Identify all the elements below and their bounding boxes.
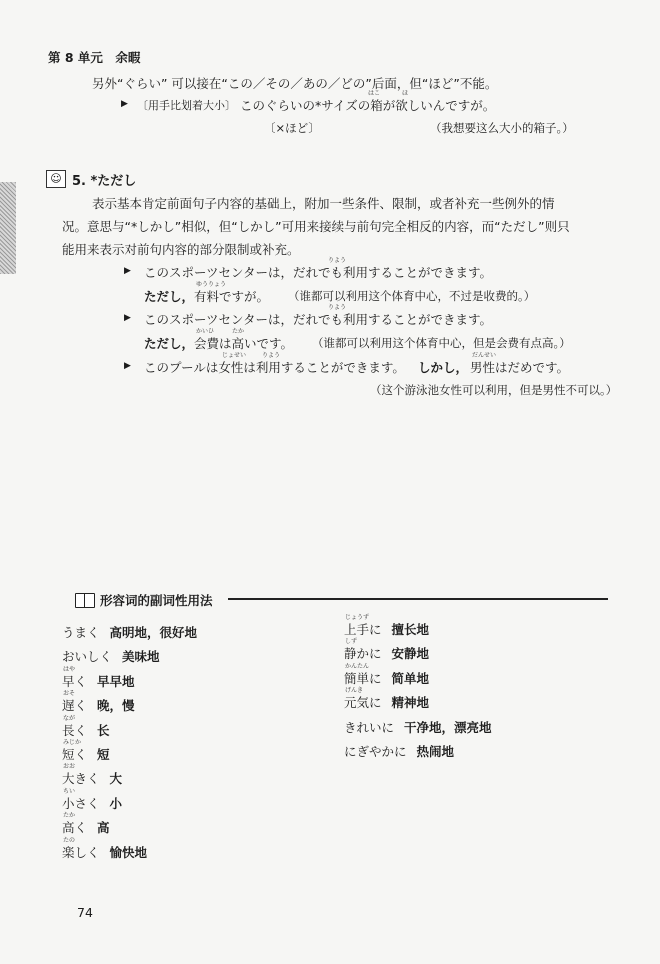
- list-item: [62, 745, 110, 763]
- list-item: [344, 742, 454, 760]
- vocab-japanese: 短く: [62, 747, 88, 762]
- list-item: [344, 620, 429, 638]
- furigana: しず: [345, 638, 358, 646]
- vocab-japanese: 長く: [62, 722, 88, 738]
- furigana: りよう: [328, 304, 347, 311]
- example-sentence: 有料ですが。: [194, 289, 270, 304]
- vocab-japanese: 静かに: [344, 646, 382, 662]
- vocab-chinese: 简单地: [391, 670, 430, 686]
- example-sentence: このスポーツセンターは，だれでも利用することができます。: [144, 265, 493, 280]
- list-item: [62, 769, 122, 787]
- furigana: ほ: [402, 90, 409, 97]
- unit-header: 第 8 单元 余暇: [48, 50, 141, 65]
- example-translation: （我想要这么大小的箱子。）: [430, 121, 574, 135]
- section-title: 5. *ただし: [72, 174, 137, 189]
- vocab-chinese: 短: [97, 747, 110, 762]
- list-item: [62, 696, 135, 714]
- vocab-chinese: 美味地: [122, 649, 160, 665]
- vocab-japanese: 大きく: [62, 771, 100, 787]
- example-translation: （谁都可以利用这个体育中心，不过是收费的。）: [288, 289, 536, 303]
- list-item: [62, 843, 147, 861]
- example-translation: （这个游泳池女性可以利用，但是男性不可以。）: [370, 383, 618, 397]
- furigana: おお: [63, 763, 76, 771]
- furigana: はこ: [368, 90, 381, 97]
- list-item: [62, 647, 160, 665]
- box-title: 形容词的副词性用法: [100, 593, 213, 608]
- list-item: [344, 718, 492, 736]
- vocab-japanese: 遅く: [62, 698, 88, 714]
- furigana: ゆうりょう: [196, 281, 227, 288]
- furigana: かんたん: [345, 662, 370, 670]
- example-alternative: 〔×ほど〕: [264, 121, 320, 135]
- bullet-icon: ▶: [124, 361, 131, 371]
- furigana: じょせい: [222, 352, 247, 359]
- vocab-chinese: 高明地，很好地: [109, 625, 198, 640]
- page-edge-tab: [0, 182, 16, 274]
- bullet-icon: ▶: [124, 266, 131, 276]
- furigana: はや: [63, 665, 76, 673]
- vocab-chinese: 高: [97, 820, 110, 836]
- bullet-icon: ▶: [124, 313, 131, 323]
- example-translation: （谁都可以利用这个体育中心，但是会费有点高。）: [312, 336, 571, 350]
- vocab-chinese: 晚，慢: [97, 698, 135, 714]
- vocab-chinese: 安静地: [391, 646, 430, 662]
- example-sentence: このぐらいの*サイズの箱が欲しいんですが。: [240, 98, 496, 113]
- conjunction: ただし，: [144, 336, 195, 351]
- conjunction: ただし，: [144, 289, 195, 304]
- list-item: [62, 672, 135, 690]
- vocab-japanese: 小さく: [62, 795, 100, 811]
- furigana: たの: [63, 836, 76, 844]
- vocab-japanese: 簡単に: [344, 670, 382, 686]
- example-sentence: 男性はだめです。: [470, 360, 570, 375]
- vocab-japanese: 高く: [62, 820, 88, 836]
- list-item: [344, 693, 429, 711]
- description-line: 能用来表示对前句内容的部分限制或补充。: [62, 242, 300, 257]
- furigana: じょうず: [345, 614, 370, 621]
- example-sentence: 会費は高いです。: [194, 336, 294, 351]
- divider: [228, 598, 608, 600]
- furigana: りよう: [328, 257, 347, 264]
- vocab-japanese: うまく: [62, 625, 100, 640]
- vocab-japanese: おいしく: [62, 649, 113, 665]
- furigana: たか: [63, 812, 76, 820]
- conjunction: しかし，: [418, 360, 469, 375]
- vocab-chinese: 早早地: [97, 673, 135, 689]
- description-line: 表示基本肯定前面句子内容的基础上，附加一些条件、限制，或者补充一些例外的情: [92, 196, 555, 211]
- list-item: [62, 818, 110, 836]
- vocab-japanese: 楽しく: [62, 844, 100, 860]
- page-number: 74: [77, 905, 93, 920]
- example-context-label: 〔用手比划着大小〕: [137, 99, 236, 112]
- vocab-chinese: 长: [97, 722, 110, 738]
- furigana: おそ: [63, 690, 76, 698]
- furigana: なが: [63, 714, 76, 722]
- vocab-chinese: 小: [109, 795, 123, 811]
- vocab-japanese: 早く: [62, 673, 88, 689]
- bullet-icon: ▶: [121, 99, 128, 109]
- vocab-chinese: 愉快地: [109, 844, 148, 860]
- vocab-chinese: 干净地，漂亮地: [404, 719, 492, 735]
- furigana: たか: [232, 328, 245, 335]
- list-item: [62, 794, 122, 812]
- book-icon: [75, 593, 95, 608]
- list-item: [344, 669, 429, 687]
- list-item: [62, 721, 110, 739]
- example-sentence: このプールは女性は利用することができます。: [144, 360, 405, 375]
- point-icon: ☺: [46, 170, 66, 188]
- furigana: りよう: [262, 352, 281, 359]
- vocab-japanese: 上手に: [344, 622, 382, 637]
- vocab-chinese: 擅长地: [391, 622, 430, 637]
- description-line: 况。意思与“*しかし”相似，但“しかし”可用来接续与前句完全相反的内容，而“ただし”则只: [62, 219, 570, 234]
- vocab-japanese: にぎやかに: [344, 744, 407, 759]
- list-item: [344, 644, 429, 662]
- vocab-japanese: 元気に: [344, 695, 382, 711]
- example-sentence: このスポーツセンターは，だれでも利用することができます。: [144, 312, 493, 327]
- furigana: げんき: [345, 687, 364, 695]
- vocab-chinese: 精神地: [391, 695, 430, 711]
- furigana: かいひ: [196, 328, 215, 335]
- furigana: ちい: [63, 787, 76, 795]
- list-item: [62, 623, 197, 641]
- vocab-chinese: 大: [109, 771, 123, 787]
- intro-text: 另外“ぐらい” 可以接在“この／その／あの／どの”后面，但“ほど”不能。: [92, 76, 498, 91]
- vocab-chinese: 热闹地: [416, 744, 455, 759]
- furigana: みじか: [63, 739, 82, 746]
- furigana: だんせい: [472, 352, 497, 359]
- vocab-japanese: きれいに: [344, 719, 395, 735]
